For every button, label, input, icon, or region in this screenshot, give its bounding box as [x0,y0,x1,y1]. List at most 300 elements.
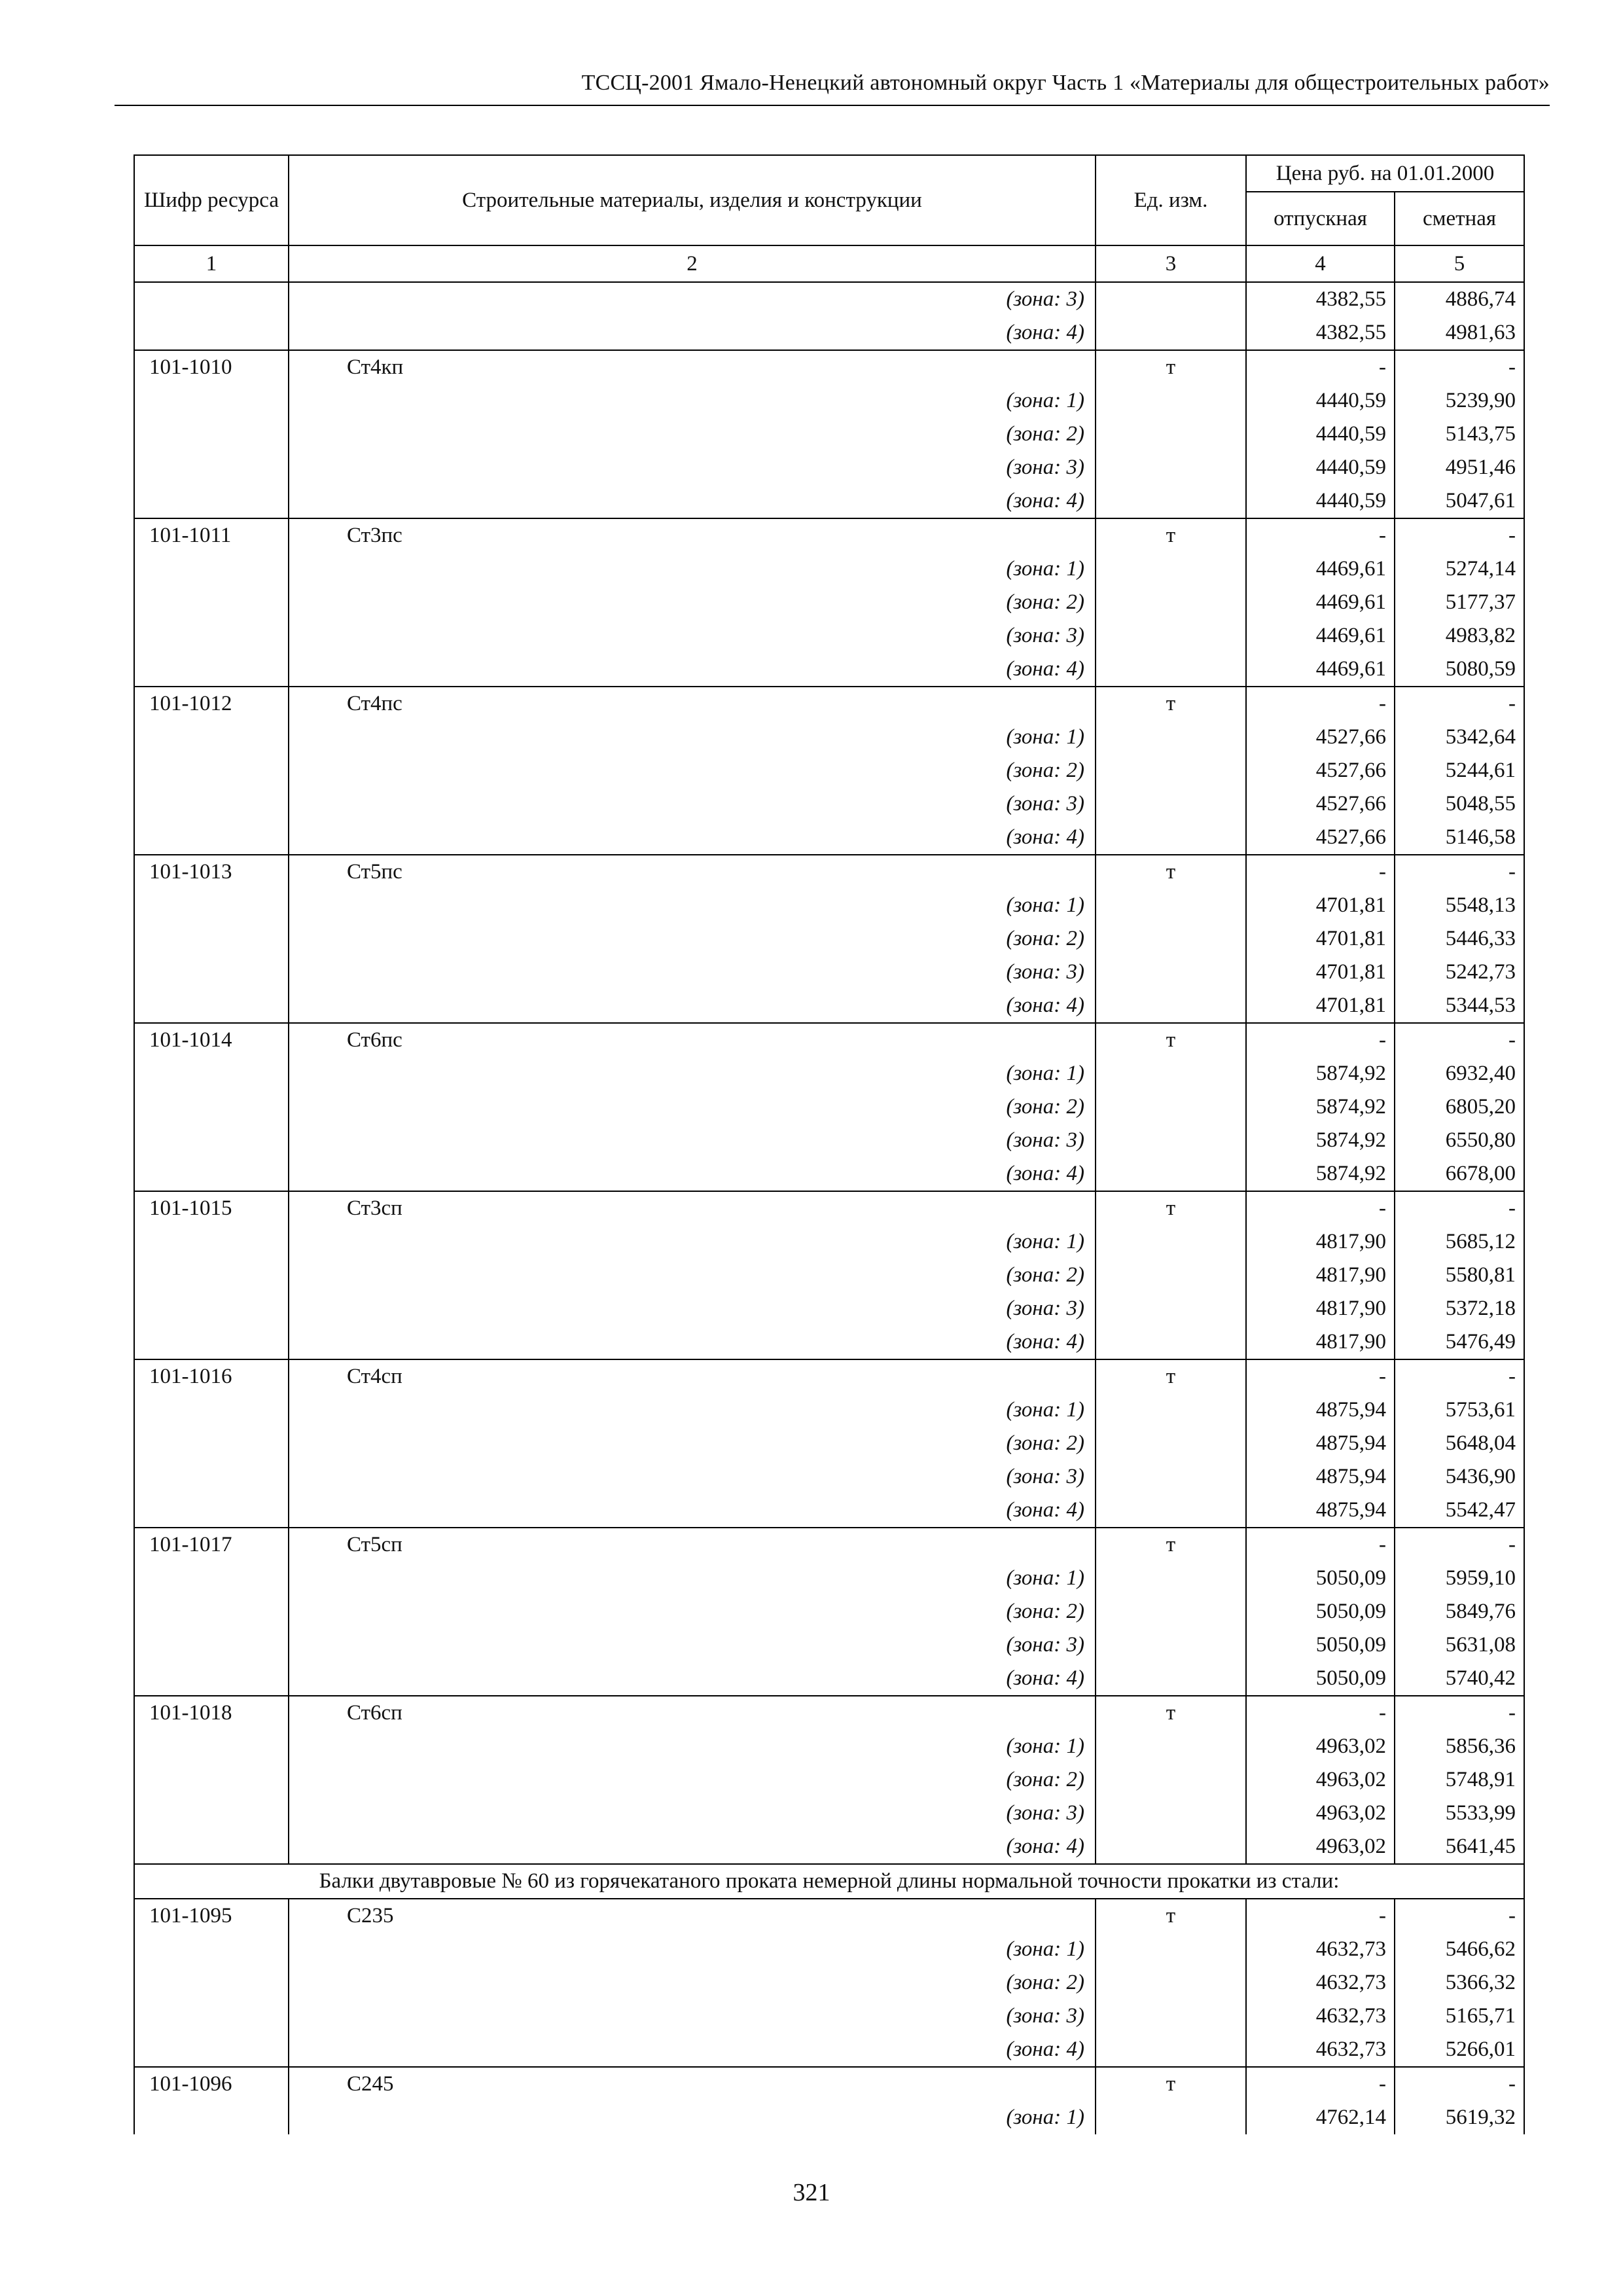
empty-unit-cell [1096,1830,1246,1864]
empty-code-cell [134,922,289,956]
resource-code: 101-1010 [134,350,289,384]
unit-cell: т [1096,1359,1246,1393]
release-price: 4701,81 [1246,956,1395,989]
unit-cell: т [1096,350,1246,384]
empty-unit-cell [1096,1225,1246,1259]
empty-code-cell [134,653,289,687]
zone-label: (зона: 2) [289,1427,1096,1460]
zone-label: (зона: 3) [289,956,1096,989]
empty-unit-cell [1096,653,1246,687]
column-number: 4 [1246,245,1395,282]
zone-label: (зона: 4) [289,821,1096,855]
estimate-price: 5648,04 [1395,1427,1524,1460]
release-price: 4382,55 [1246,316,1395,350]
table-row-zone [134,1225,1524,1259]
empty-unit-cell [1096,1494,1246,1528]
table-row-zone [134,2101,1524,2134]
material-name: Ст4кп [289,350,1096,384]
release-price: 4762,14 [1246,2101,1395,2134]
estimate-price: 5344,53 [1395,989,1524,1023]
column-number: 5 [1395,245,1524,282]
table-row-item [134,1359,1524,1393]
zone-label: (зона: 3) [289,619,1096,653]
estimate-price: - [1395,1528,1524,1562]
zone-label: (зона: 4) [289,1662,1096,1696]
resource-code: 101-1014 [134,1023,289,1057]
empty-unit-cell [1096,721,1246,754]
empty-code-cell [134,282,289,316]
unit-cell: т [1096,518,1246,552]
release-price: 5050,09 [1246,1662,1395,1696]
table-row-item [134,1696,1524,1730]
empty-code-cell [134,1628,289,1662]
material-name: Ст5пс [289,855,1096,889]
release-price: 5050,09 [1246,1628,1395,1662]
empty-unit-cell [1096,1460,1246,1494]
release-price: 4632,73 [1246,2000,1395,2033]
estimate-price: 5631,08 [1395,1628,1524,1662]
estimate-price: - [1395,1696,1524,1730]
estimate-price: 5244,61 [1395,754,1524,787]
zone-label: (зона: 2) [289,1090,1096,1124]
empty-unit-cell [1096,754,1246,787]
zone-label: (зона: 1) [289,1562,1096,1595]
release-price: - [1246,1191,1395,1225]
column-number-row [134,245,1524,282]
release-price: 4632,73 [1246,1933,1395,1966]
release-price: - [1246,1359,1395,1393]
zone-label: (зона: 2) [289,418,1096,451]
zone-label: (зона: 4) [289,653,1096,687]
table-row-zone [134,1124,1524,1157]
empty-unit-cell [1096,1797,1246,1830]
unit-cell: т [1096,1023,1246,1057]
empty-unit-cell [1096,1730,1246,1763]
zone-label: (зона: 4) [289,316,1096,350]
estimate-price: 5542,47 [1395,1494,1524,1528]
empty-unit-cell [1096,451,1246,484]
estimate-price: 5239,90 [1395,384,1524,418]
zone-label: (зона: 4) [289,1494,1096,1528]
estimate-price: 5959,10 [1395,1562,1524,1595]
column-number: 3 [1096,245,1246,282]
zone-label: (зона: 1) [289,384,1096,418]
zone-label: (зона: 3) [289,1460,1096,1494]
resource-code: 101-1095 [134,1899,289,1933]
zone-label: (зона: 1) [289,1933,1096,1966]
zone-label: (зона: 3) [289,1628,1096,1662]
empty-code-cell [134,821,289,855]
empty-code-cell [134,1933,289,1966]
empty-unit-cell [1096,1057,1246,1090]
estimate-price: 5619,32 [1395,2101,1524,2134]
estimate-price: - [1395,1359,1524,1393]
empty-code-cell [134,552,289,586]
estimate-price: 6550,80 [1395,1124,1524,1157]
material-name: Ст4сп [289,1359,1096,1393]
empty-unit-cell [1096,1259,1246,1292]
zone-label: (зона: 1) [289,721,1096,754]
empty-code-cell [134,1057,289,1090]
empty-unit-cell [1096,2033,1246,2067]
empty-unit-cell [1096,1292,1246,1325]
empty-unit-cell [1096,1393,1246,1427]
empty-code-cell [134,1225,289,1259]
estimate-price: 5146,58 [1395,821,1524,855]
header-divider [115,105,1550,106]
empty-code-cell [134,1460,289,1494]
zone-label: (зона: 1) [289,2101,1096,2134]
zone-label: (зона: 4) [289,1157,1096,1191]
unit-cell: т [1096,1899,1246,1933]
release-price: 4963,02 [1246,1730,1395,1763]
release-price: - [1246,350,1395,384]
table-row-zone [134,956,1524,989]
zone-label: (зона: 1) [289,1057,1096,1090]
release-price: - [1246,687,1395,721]
empty-code-cell [134,384,289,418]
table-row-zone [134,1562,1524,1595]
release-price: 4875,94 [1246,1494,1395,1528]
zone-label: (зона: 3) [289,1292,1096,1325]
table-row-zone [134,384,1524,418]
table-row-zone [134,586,1524,619]
empty-unit-cell [1096,2101,1246,2134]
zone-label: (зона: 1) [289,1393,1096,1427]
table-row-item [134,1528,1524,1562]
estimate-price: 5366,32 [1395,1966,1524,2000]
estimate-price: 5165,71 [1395,2000,1524,2033]
estimate-price: 5047,61 [1395,484,1524,518]
estimate-price: - [1395,855,1524,889]
zone-label: (зона: 3) [289,451,1096,484]
page-header-title: ТССЦ-2001 Ямало-Ненецкий автономный округ Часть 1 «Материалы для общестроительных работ» [581,71,1550,95]
estimate-price: 5446,33 [1395,922,1524,956]
release-price: 4701,81 [1246,989,1395,1023]
zone-label: (зона: 3) [289,1124,1096,1157]
estimate-price: 5533,99 [1395,1797,1524,1830]
estimate-price: 5849,76 [1395,1595,1524,1628]
empty-unit-cell [1096,1427,1246,1460]
table-row-zone [134,889,1524,922]
release-price: 5874,92 [1246,1124,1395,1157]
zone-label: (зона: 2) [289,1595,1096,1628]
unit-cell: т [1096,2067,1246,2101]
release-price: 4817,90 [1246,1225,1395,1259]
estimate-price: - [1395,2067,1524,2101]
empty-code-cell [134,1124,289,1157]
estimate-price: - [1395,350,1524,384]
table-row-zone [134,1057,1524,1090]
estimate-price: 4951,46 [1395,451,1524,484]
estimate-price: 5753,61 [1395,1393,1524,1427]
estimate-price: 6678,00 [1395,1157,1524,1191]
empty-unit-cell [1096,586,1246,619]
table-row-zone [134,1966,1524,2000]
estimate-price: 5476,49 [1395,1325,1524,1359]
empty-unit-cell [1096,821,1246,855]
empty-unit-cell [1096,418,1246,451]
release-price: 4382,55 [1246,282,1395,316]
estimate-price: 5342,64 [1395,721,1524,754]
table-row-item [134,350,1524,384]
empty-code-cell [134,1797,289,1830]
estimate-price: - [1395,518,1524,552]
table-row-zone [134,721,1524,754]
release-price: 5050,09 [1246,1562,1395,1595]
empty-unit-cell [1096,282,1246,316]
estimate-price: 5685,12 [1395,1225,1524,1259]
empty-code-cell [134,956,289,989]
zone-label: (зона: 3) [289,1797,1096,1830]
table-row-zone [134,2000,1524,2033]
release-price: 4469,61 [1246,619,1395,653]
table-row-zone [134,1628,1524,1662]
release-price: - [1246,1899,1395,1933]
table-row-zone [134,922,1524,956]
zone-label: (зона: 3) [289,282,1096,316]
empty-unit-cell [1096,787,1246,821]
table-row-zone [134,2033,1524,2067]
empty-code-cell [134,1090,289,1124]
empty-code-cell [134,754,289,787]
column-header-estimate-price: сметная [1395,192,1524,245]
material-name: Ст6пс [289,1023,1096,1057]
empty-code-cell [134,787,289,821]
release-price: 4440,59 [1246,418,1395,451]
zone-label: (зона: 1) [289,889,1096,922]
zone-label: (зона: 1) [289,1225,1096,1259]
estimate-price: 6805,20 [1395,1090,1524,1124]
estimate-price: 5856,36 [1395,1730,1524,1763]
zone-label: (зона: 2) [289,922,1096,956]
estimate-price: 4886,74 [1395,282,1524,316]
empty-code-cell [134,1292,289,1325]
release-price: 4963,02 [1246,1763,1395,1797]
release-price: - [1246,855,1395,889]
table-row-zone [134,1730,1524,1763]
release-price: 4440,59 [1246,451,1395,484]
table-row-item [134,1899,1524,1933]
estimate-price: 5242,73 [1395,956,1524,989]
empty-unit-cell [1096,1157,1246,1191]
table-row-zone [134,1933,1524,1966]
estimate-price: - [1395,1191,1524,1225]
empty-code-cell [134,586,289,619]
empty-unit-cell [1096,484,1246,518]
empty-code-cell [134,889,289,922]
resource-code: 101-1096 [134,2067,289,2101]
resource-code: 101-1018 [134,1696,289,1730]
table-row-zone [134,1595,1524,1628]
table-row-zone [134,1494,1524,1528]
release-price: 4875,94 [1246,1460,1395,1494]
estimate-price: 6932,40 [1395,1057,1524,1090]
empty-unit-cell [1096,1562,1246,1595]
release-price: 4469,61 [1246,653,1395,687]
section-heading: Балки двутавровые № 60 из горячекатаного проката немерной длины нормальной точности прокатки из стали: [134,1864,1524,1899]
release-price: - [1246,1696,1395,1730]
release-price: 4701,81 [1246,922,1395,956]
column-header-name: Строительные материалы, изделия и конструкции [289,155,1096,245]
release-price: 5874,92 [1246,1057,1395,1090]
table-row-zone [134,1292,1524,1325]
table-row-zone [134,1157,1524,1191]
release-price: 4469,61 [1246,552,1395,586]
empty-unit-cell [1096,922,1246,956]
column-number: 2 [289,245,1096,282]
empty-code-cell [134,316,289,350]
table-row-zone [134,316,1524,350]
unit-cell: т [1096,1528,1246,1562]
estimate-price: 5266,01 [1395,2033,1524,2067]
release-price: 4963,02 [1246,1797,1395,1830]
table-row-zone [134,653,1524,687]
table-row-item [134,1191,1524,1225]
empty-code-cell [134,1393,289,1427]
zone-label: (зона: 4) [289,1830,1096,1864]
table-row-zone [134,282,1524,316]
release-price: 4527,66 [1246,821,1395,855]
empty-unit-cell [1096,1662,1246,1696]
table-row-zone [134,418,1524,451]
resource-code: 101-1012 [134,687,289,721]
table-row-zone [134,451,1524,484]
empty-code-cell [134,1562,289,1595]
material-name: С245 [289,2067,1096,2101]
release-price: 4875,94 [1246,1393,1395,1427]
estimate-price: 4981,63 [1395,316,1524,350]
release-price: 4817,90 [1246,1325,1395,1359]
release-price: 4527,66 [1246,787,1395,821]
release-price: 5050,09 [1246,1595,1395,1628]
estimate-price: 5548,13 [1395,889,1524,922]
zone-label: (зона: 4) [289,2033,1096,2067]
table-row-item [134,687,1524,721]
table-row-zone [134,1830,1524,1864]
table-row-zone [134,1427,1524,1460]
zone-label: (зона: 1) [289,552,1096,586]
table-row-zone [134,1090,1524,1124]
empty-unit-cell [1096,989,1246,1023]
release-price: 4817,90 [1246,1292,1395,1325]
unit-cell: т [1096,855,1246,889]
empty-unit-cell [1096,316,1246,350]
empty-code-cell [134,451,289,484]
release-price: 4469,61 [1246,586,1395,619]
resource-code: 101-1011 [134,518,289,552]
estimate-price: 5143,75 [1395,418,1524,451]
material-name: Ст3сп [289,1191,1096,1225]
zone-label: (зона: 1) [289,1730,1096,1763]
empty-unit-cell [1096,1090,1246,1124]
table-body [134,282,1524,2134]
release-price: 4440,59 [1246,384,1395,418]
unit-cell: т [1096,687,1246,721]
empty-unit-cell [1096,956,1246,989]
resource-code: 101-1017 [134,1528,289,1562]
estimate-price: 5641,45 [1395,1830,1524,1864]
table-row-item [134,2067,1524,2101]
empty-code-cell [134,1494,289,1528]
release-price: 4527,66 [1246,754,1395,787]
column-header-price-group: Цена руб. на 01.01.2000 [1246,155,1524,192]
zone-label: (зона: 2) [289,1966,1096,2000]
table-header-row [134,155,1524,192]
empty-unit-cell [1096,2000,1246,2033]
release-price: 4632,73 [1246,1966,1395,2000]
empty-code-cell [134,484,289,518]
empty-code-cell [134,1966,289,2000]
table-row-item [134,518,1524,552]
empty-code-cell [134,1325,289,1359]
empty-unit-cell [1096,1325,1246,1359]
empty-unit-cell [1096,1628,1246,1662]
resource-code: 101-1015 [134,1191,289,1225]
table-row-zone [134,619,1524,653]
estimate-price: 5177,37 [1395,586,1524,619]
zone-label: (зона: 4) [289,1325,1096,1359]
estimate-price: 4983,82 [1395,619,1524,653]
page-number: 321 [793,2179,830,2206]
estimate-price: 5580,81 [1395,1259,1524,1292]
estimate-price: - [1395,687,1524,721]
zone-label: (зона: 2) [289,1259,1096,1292]
column-header-code: Шифр ресурса [134,155,289,245]
empty-unit-cell [1096,1933,1246,1966]
material-name: Ст3пс [289,518,1096,552]
release-price: 4817,90 [1246,1259,1395,1292]
table-row-zone [134,1393,1524,1427]
estimate-price: 5436,90 [1395,1460,1524,1494]
empty-code-cell [134,1662,289,1696]
price-table [134,154,1525,2134]
table-row-item [134,855,1524,889]
release-price: - [1246,2067,1395,2101]
release-price: - [1246,1528,1395,1562]
empty-code-cell [134,1157,289,1191]
table-row-zone [134,1763,1524,1797]
release-price: 5874,92 [1246,1090,1395,1124]
empty-code-cell [134,2101,289,2134]
zone-label: (зона: 2) [289,586,1096,619]
empty-unit-cell [1096,889,1246,922]
zone-label: (зона: 2) [289,754,1096,787]
empty-unit-cell [1096,1124,1246,1157]
empty-code-cell [134,418,289,451]
empty-code-cell [134,1427,289,1460]
release-price: 4963,02 [1246,1830,1395,1864]
empty-unit-cell [1096,1966,1246,2000]
estimate-price: 5466,62 [1395,1933,1524,1966]
estimate-price: 5372,18 [1395,1292,1524,1325]
release-price: 4440,59 [1246,484,1395,518]
empty-code-cell [134,619,289,653]
unit-cell: т [1096,1696,1246,1730]
empty-unit-cell [1096,552,1246,586]
release-price: 4527,66 [1246,721,1395,754]
table-row-zone [134,821,1524,855]
empty-code-cell [134,2000,289,2033]
table-row-zone [134,1460,1524,1494]
material-name: С235 [289,1899,1096,1933]
empty-code-cell [134,989,289,1023]
estimate-price: 5740,42 [1395,1662,1524,1696]
release-price: 5874,92 [1246,1157,1395,1191]
zone-label: (зона: 3) [289,2000,1096,2033]
release-price: 4701,81 [1246,889,1395,922]
table-row-item [134,1023,1524,1057]
